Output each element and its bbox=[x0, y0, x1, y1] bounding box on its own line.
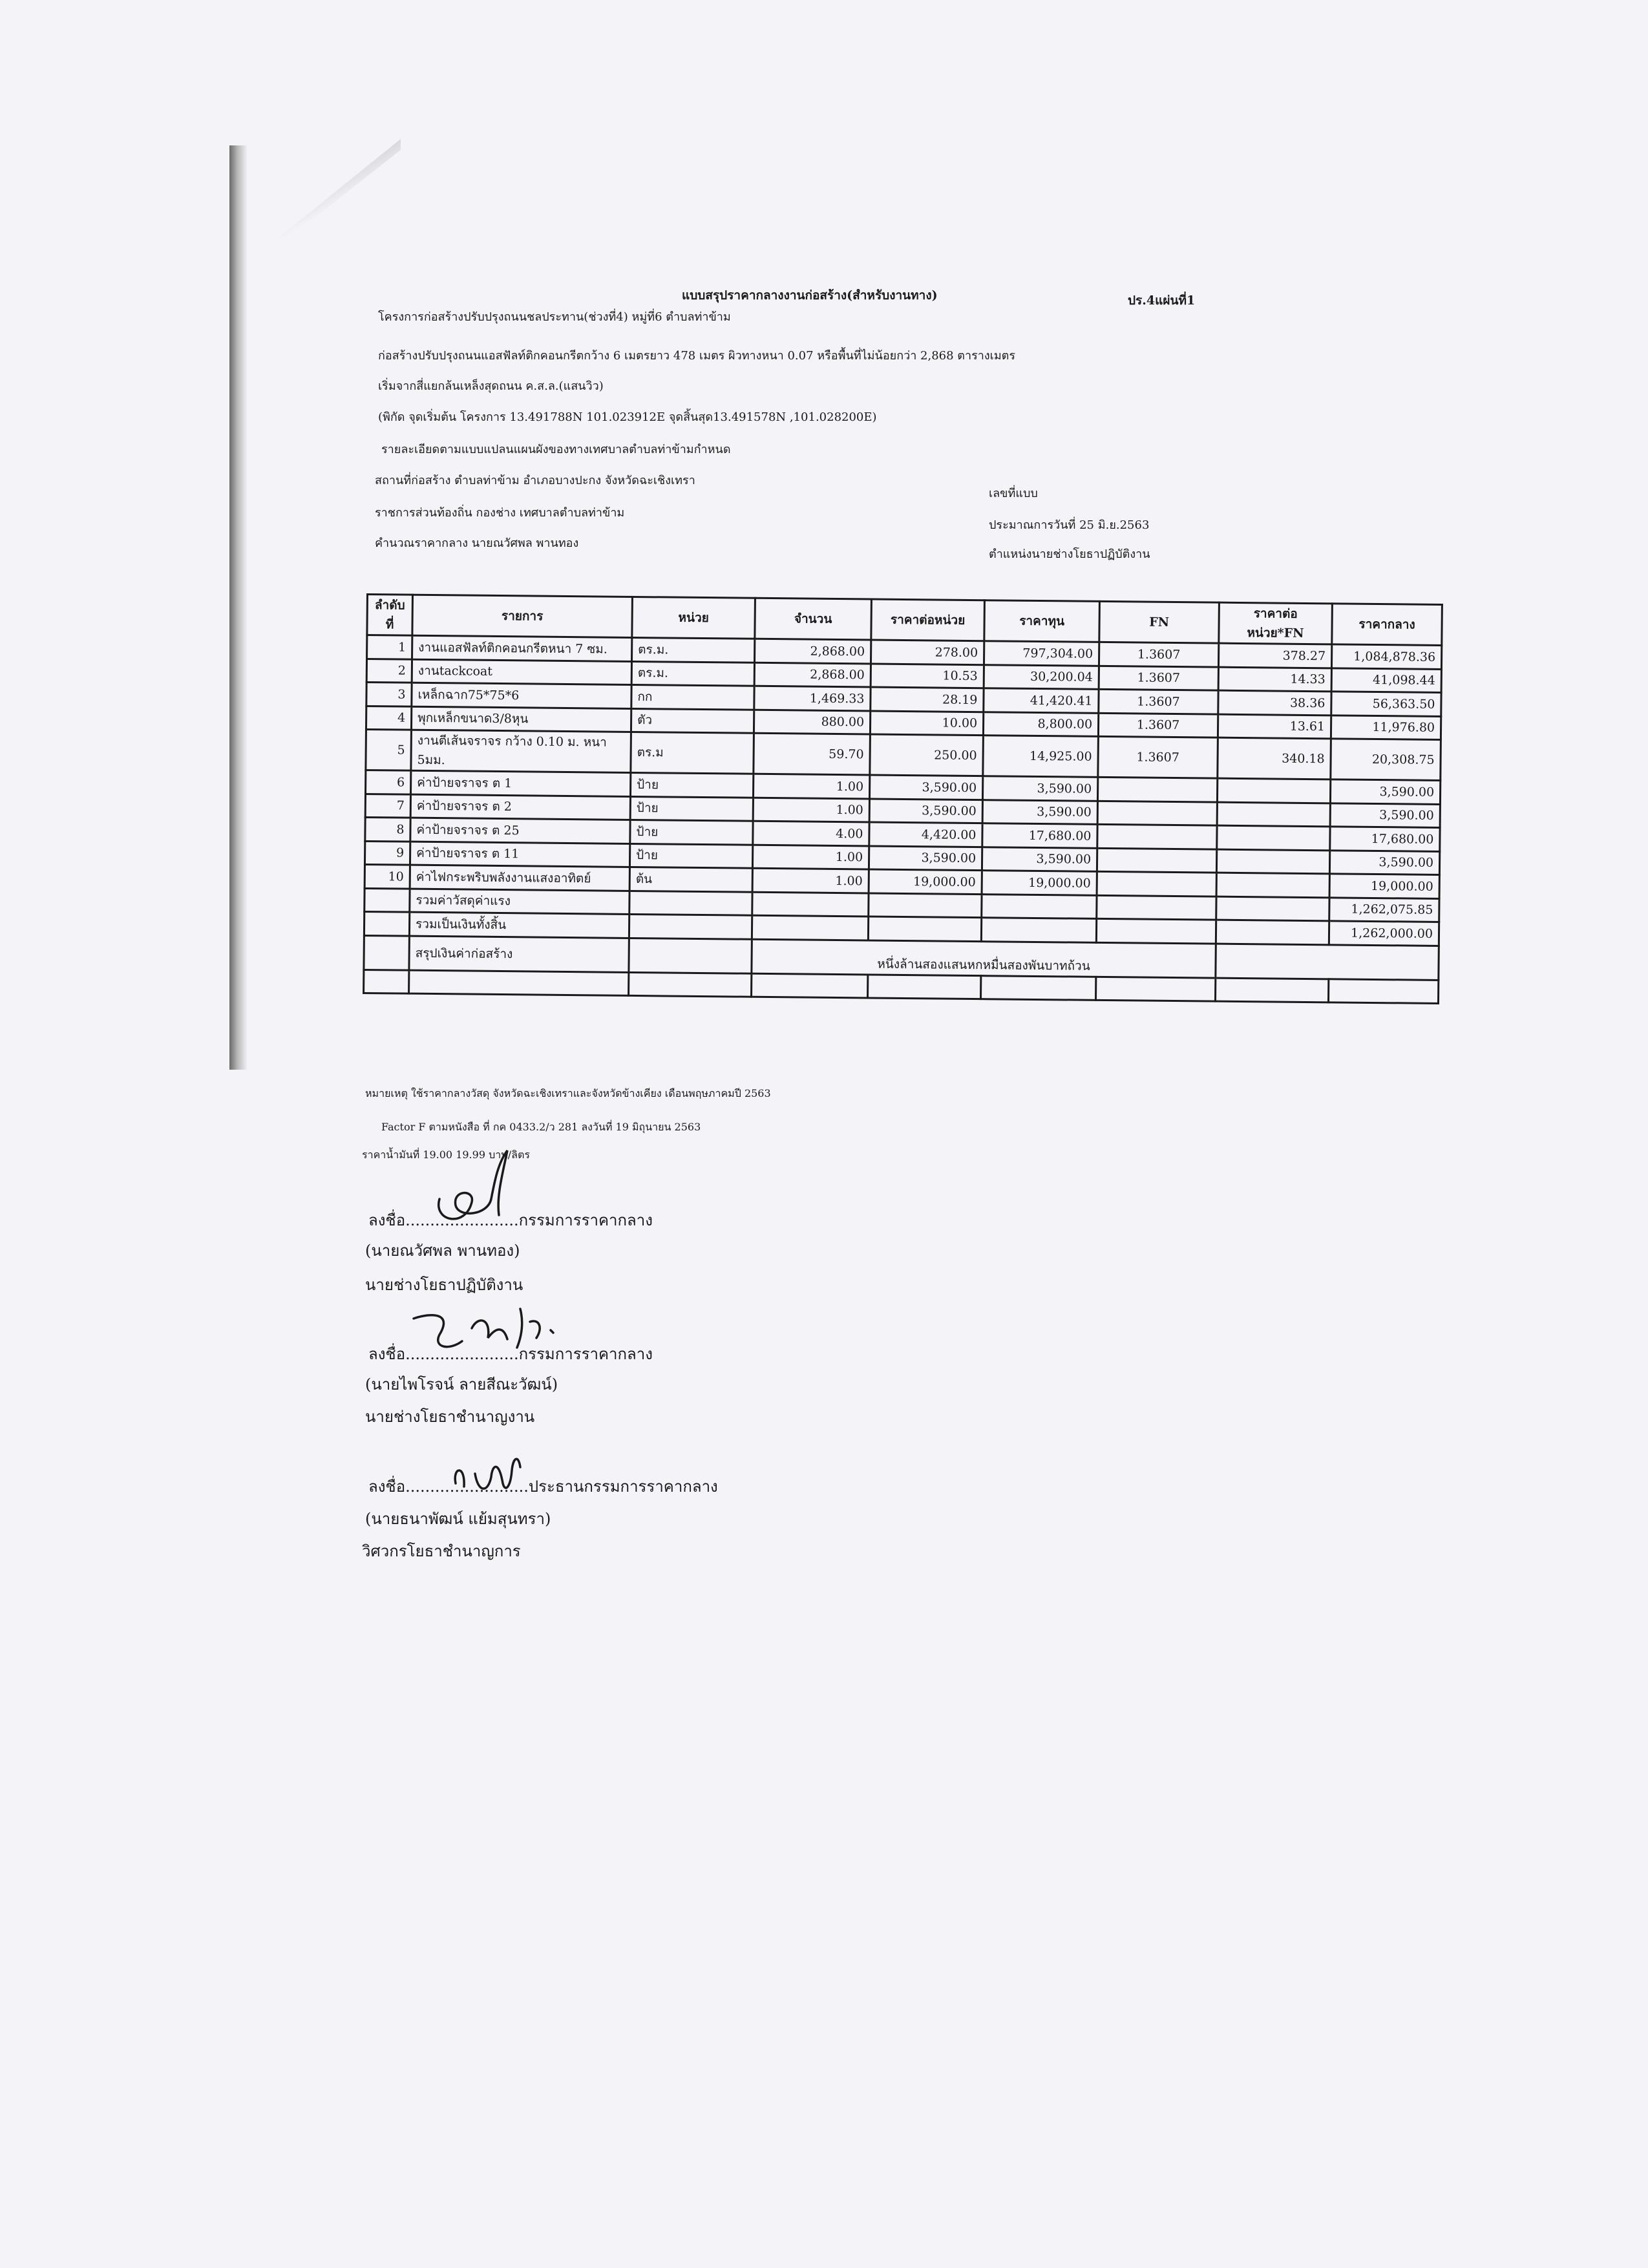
cell-seq: 7 bbox=[365, 794, 410, 818]
project-scope: ก่อสร้างปรับปรุงถนนแอสฟัลท์ติกคอนกรีตกว้าง 6 เมตรยาว 478 เมตร ผิวทางหนา 0.07 หรือพื้นที่ไม่น้อยกว่า 2,868 ตารางเมตร bbox=[378, 349, 1016, 363]
cell-median-price: 20,308.75 bbox=[1331, 739, 1441, 781]
cell-item: งานตีเส้นจราจร กว้าง 0.10 ม. หนา 5มม. bbox=[411, 730, 631, 772]
cell-cost: 14,925.00 bbox=[983, 736, 1099, 778]
col-header-unit-price: ราคาต่อหน่วย bbox=[871, 599, 985, 641]
cell-item: ค่าป้ายจราจร ต 25 bbox=[410, 818, 630, 843]
cell-unit: ตัว bbox=[631, 708, 754, 733]
cell-cost: 30,200.04 bbox=[984, 664, 1099, 689]
cell-median-price: 19,000.00 bbox=[1329, 874, 1439, 898]
cell-unit-price-fn: 340.18 bbox=[1218, 737, 1331, 779]
cell-seq: 2 bbox=[366, 659, 412, 683]
cell-median-price: 41,098.44 bbox=[1331, 668, 1441, 692]
cell-seq: 1 bbox=[367, 635, 412, 659]
price-summary-table bbox=[363, 593, 1443, 1004]
cell-unit: ป้าย bbox=[630, 796, 753, 821]
cell-fn bbox=[1097, 871, 1216, 896]
cell-unit: ป้าย bbox=[629, 843, 752, 868]
cell-median-price: 3,590.00 bbox=[1330, 803, 1440, 827]
note-prices: หมายเหตุ ใช้ราคากลางวัสดุ จังหวัดฉะเชิงเทราและจังหวัดข้างเคียง เดือนพฤษภาคมปี 2563 bbox=[365, 1087, 771, 1099]
cell-unit-price: 10.53 bbox=[871, 663, 984, 688]
cell-unit-price-fn: 14.33 bbox=[1218, 667, 1331, 692]
cell-fn bbox=[1097, 848, 1216, 873]
cell-unit: ตร.ม. bbox=[632, 637, 755, 662]
cell-qty: 1.00 bbox=[753, 774, 869, 798]
cell-item: ค่าไฟกระพริบพลังงานแสงอาทิตย์ bbox=[410, 865, 629, 891]
construction-location: สถานที่ก่อสร้าง ตำบลท่าข้าม อำเภอบางปะกง จังหวัดฉะเชิงเทรา bbox=[375, 474, 695, 487]
cell-seq: 3 bbox=[366, 683, 412, 706]
cell-unit-price-fn: 38.36 bbox=[1218, 690, 1331, 715]
cell-median-price: 3,590.00 bbox=[1330, 779, 1440, 804]
cell-qty: 1.00 bbox=[752, 868, 869, 893]
col-header-seq: ลำดับที่ bbox=[367, 595, 413, 636]
cell-fn: 1.3607 bbox=[1098, 713, 1218, 737]
total-materials-label: รวมค่าวัสดุค่าแรง bbox=[410, 889, 629, 915]
cell-unit: ต้น bbox=[629, 867, 752, 891]
drawing-number: เลขที่แบบ bbox=[989, 487, 1038, 500]
scan-shadow-edge bbox=[229, 145, 248, 1070]
cell-item: ค่าป้ายจราจร ต 2 bbox=[410, 794, 630, 820]
cell-unit-price: 250.00 bbox=[870, 734, 984, 776]
cell-fn: 1.3607 bbox=[1099, 642, 1218, 666]
cell-seq: 6 bbox=[366, 770, 411, 794]
cell-fn: 1.3607 bbox=[1099, 666, 1218, 690]
project-details: รายละเอียดตามแบบแปลนแผนผังของทางเทศบาลตำบลท่าข้ามกำหนด bbox=[381, 443, 731, 456]
total-materials-value: 1,262,075.85 bbox=[1329, 897, 1439, 922]
cell-unit: ตร.ม. bbox=[631, 661, 754, 686]
cell-item: เหล็กฉาก75*75*6 bbox=[412, 683, 631, 708]
cell-qty: 1,469.33 bbox=[754, 686, 871, 710]
cell-qty: 4.00 bbox=[753, 821, 869, 845]
cell-fn: 1.3607 bbox=[1098, 736, 1218, 778]
cell-unit-price: 3,590.00 bbox=[869, 775, 982, 800]
grand-total-value: 1,262,000.00 bbox=[1329, 921, 1439, 946]
cell-cost: 797,304.00 bbox=[984, 641, 1099, 666]
cell-unit-price: 19,000.00 bbox=[869, 869, 982, 894]
signature-line-1: ลงชื่อ.......................กรรมการราคากลาง bbox=[368, 1211, 653, 1229]
project-name: โครงการก่อสร้างปรับปรุงถนนชลประทาน(ช่วงที่4) หมู่ที่6 ตำบลท่าข้าม bbox=[378, 310, 731, 324]
cell-unit-price-fn: 378.27 bbox=[1218, 643, 1331, 668]
cell-fn bbox=[1097, 824, 1217, 849]
cell-cost: 3,590.00 bbox=[982, 847, 1097, 871]
cell-item: ค่าป้ายจราจร ต 11 bbox=[410, 842, 629, 867]
cell-qty: 2,868.00 bbox=[754, 662, 871, 687]
signer-position-2: นายช่างโยธาชำนาญงาน bbox=[365, 1408, 535, 1426]
summary-label: สรุปเงินค่าก่อสร้าง bbox=[409, 936, 629, 972]
cell-seq: 5 bbox=[366, 730, 412, 771]
agency: ราชการส่วนท้องถิ่น กองช่าง เทศบาลตำบลท่าข้าม bbox=[375, 506, 625, 520]
cell-item: ค่าป้ายจราจร ต 1 bbox=[411, 770, 631, 796]
signature-line-2: ลงชื่อ.......................กรรมการราคากลาง bbox=[368, 1345, 653, 1363]
project-coords: (พิกัด จุดเริ่มต้น โครงการ 13.491788N 101.023912E จุดสิ้นสุด13.491578N ,101.028200E) bbox=[378, 410, 877, 424]
cell-seq: 10 bbox=[364, 864, 410, 888]
form-number: ปร.4แผ่นที่1 bbox=[1128, 293, 1196, 308]
cell-fn: 1.3607 bbox=[1099, 689, 1218, 714]
signature-line-3: ลงชื่อ.........................ประธานกรรมการราคากลาง bbox=[368, 1478, 718, 1496]
cell-median-price: 3,590.00 bbox=[1329, 850, 1439, 874]
cell-seq: 4 bbox=[366, 706, 411, 730]
cell-item: พุกเหล็กขนาด3/8หุน bbox=[411, 706, 631, 732]
calculator-position: ตำแหน่งนายช่างโยธาปฏิบัติงาน bbox=[989, 547, 1150, 561]
cell-cost: 41,420.41 bbox=[984, 688, 1099, 713]
handwritten-signature-2 bbox=[401, 1299, 569, 1361]
scan-folded-corner bbox=[233, 139, 401, 275]
cell-seq: 9 bbox=[364, 841, 410, 865]
handwritten-signature-1 bbox=[427, 1138, 530, 1235]
cell-seq: 8 bbox=[365, 817, 410, 841]
cell-unit-price: 10.00 bbox=[870, 710, 983, 735]
cell-cost: 19,000.00 bbox=[982, 871, 1097, 895]
cell-unit-price-fn bbox=[1216, 873, 1329, 897]
signer-name-1: (นายณวัศพล พานทอง) bbox=[365, 1242, 520, 1260]
cell-unit-price-fn: 13.61 bbox=[1218, 714, 1331, 739]
note-factor-f: Factor F ตามหนังสือ ที่ กค 0433.2/ว 281 ลงวันที่ 19 มิถุนายน 2563 bbox=[381, 1121, 701, 1133]
cell-unit-price-fn bbox=[1217, 778, 1330, 803]
calculated-by: คำนวณราคากลาง นายณวัศพล พานทอง bbox=[375, 536, 579, 550]
cell-unit: กก bbox=[631, 684, 754, 709]
cell-qty: 2,868.00 bbox=[755, 639, 871, 663]
cell-median-price: 1,084,878.36 bbox=[1331, 644, 1441, 669]
cell-item: งานtackcoat bbox=[412, 659, 631, 685]
cell-unit-price: 28.19 bbox=[871, 687, 984, 712]
grand-total-label: รวมเป็นเงินทั้งสิ้น bbox=[409, 912, 629, 938]
cell-cost: 8,800.00 bbox=[983, 712, 1098, 736]
cell-qty: 1.00 bbox=[752, 845, 869, 869]
col-header-qty: จำนวน bbox=[755, 598, 872, 640]
cell-unit: ป้าย bbox=[631, 772, 754, 797]
cell-median-price: 17,680.00 bbox=[1330, 827, 1440, 851]
col-header-median-price: ราคากลาง bbox=[1332, 604, 1442, 646]
cell-unit-price: 278.00 bbox=[871, 640, 984, 664]
cell-median-price: 11,976.80 bbox=[1331, 715, 1441, 739]
col-header-unit: หน่วย bbox=[632, 597, 755, 639]
estimate-date: ประมาณการวันที่ 25 มิ.ย.2563 bbox=[989, 518, 1150, 532]
cell-unit-price: 3,590.00 bbox=[869, 798, 982, 823]
cell-qty: 1.00 bbox=[753, 798, 869, 822]
cell-unit: ป้าย bbox=[630, 820, 753, 844]
signer-position-1: นายช่างโยธาปฏิบัติงาน bbox=[365, 1276, 523, 1294]
cell-unit-price-fn bbox=[1217, 802, 1330, 827]
col-header-cost: ราคาทุน bbox=[984, 600, 1100, 642]
note-fuel-price: ราคาน้ำมันที่ 19.00 19.99 บาท/ลิตร bbox=[362, 1149, 530, 1161]
summary-amount-words: หนึ่งล้านสองแสนหกหมื่นสองพันบาทถ้วน bbox=[752, 939, 1216, 978]
col-header-fn: FN bbox=[1099, 601, 1220, 643]
cell-unit-price-fn bbox=[1216, 849, 1329, 874]
project-start: เริ่มจากสี่แยกล้นเหล็งสุดถนน ค.ส.ล.(แสนวิว) bbox=[378, 379, 604, 393]
cell-unit-price-fn bbox=[1217, 825, 1330, 850]
cell-cost: 17,680.00 bbox=[982, 823, 1097, 848]
handwritten-signature-3 bbox=[446, 1448, 536, 1500]
document-title: แบบสรุปราคากลางงานก่อสร้าง(สำหรับงานทาง) bbox=[682, 288, 938, 302]
signer-name-2: (นายไพโรจน์ ลายสีณะวัฒน์) bbox=[365, 1375, 558, 1394]
cell-unit: ตร.ม bbox=[631, 732, 754, 774]
cell-fn bbox=[1097, 777, 1217, 801]
col-header-item: รายการ bbox=[412, 595, 633, 637]
cell-median-price: 56,363.50 bbox=[1331, 692, 1441, 716]
cell-fn bbox=[1097, 801, 1217, 825]
cell-qty: 59.70 bbox=[754, 733, 871, 775]
cell-cost: 3,590.00 bbox=[982, 776, 1097, 801]
cell-unit-price: 4,420.00 bbox=[869, 822, 982, 847]
col-header-unit-price-fn: ราคาต่อหน่วย*FN bbox=[1219, 602, 1333, 644]
cell-item: งานแอสฟัลท์ติกคอนกรีตหนา 7 ซม. bbox=[412, 635, 632, 661]
cell-qty: 880.00 bbox=[754, 710, 870, 734]
cell-cost: 3,590.00 bbox=[982, 800, 1097, 824]
cell-unit-price: 3,590.00 bbox=[869, 845, 982, 870]
signer-position-3: วิศวกรโยธาชำนาญการ bbox=[362, 1542, 521, 1560]
signer-name-3: (นายธนาพัฒน์ แย้มสุนทรา) bbox=[365, 1510, 551, 1528]
